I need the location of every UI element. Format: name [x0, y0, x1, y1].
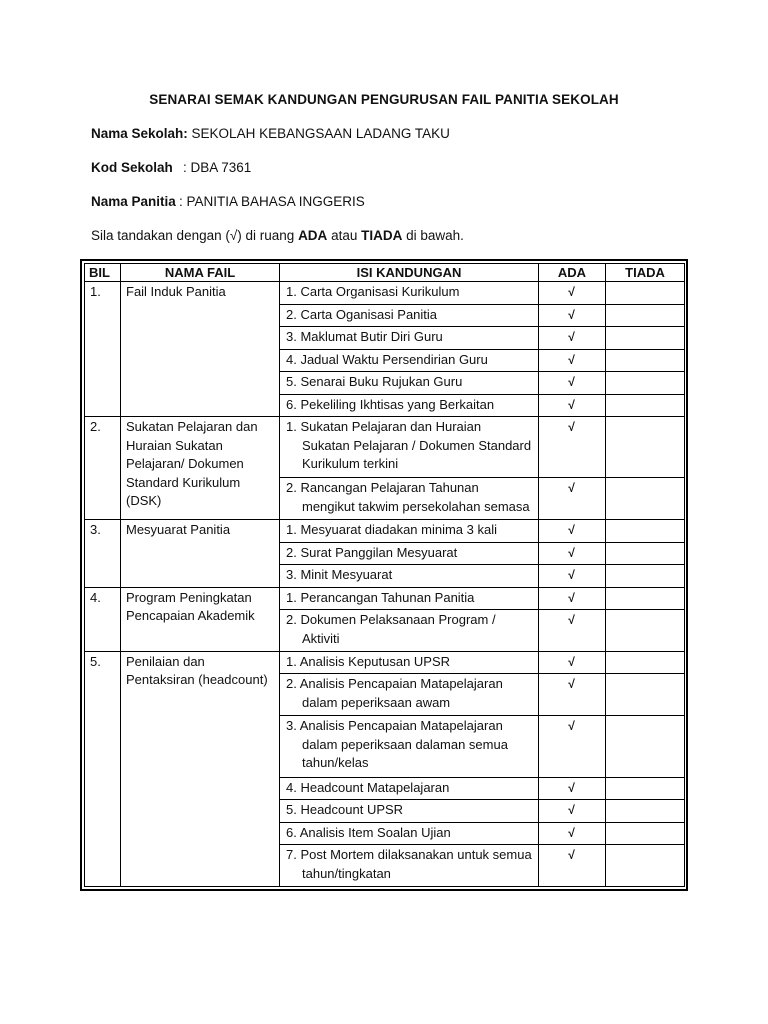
cell-nama-fail: Penilaian dan Pentaksiran (headcount) — [121, 651, 280, 886]
cell-ada: √ — [539, 327, 606, 350]
instruction-part2: atau — [327, 228, 362, 243]
cell-ada: √ — [539, 716, 606, 777]
cell-bil: 5. — [85, 651, 121, 886]
cell-isi-kandungan: 4. Headcount Matapelajaran — [280, 777, 539, 800]
cell-tiada — [606, 610, 685, 652]
cell-isi-kandungan: 1. Mesyuarat diadakan minima 3 kali — [280, 520, 539, 543]
cell-tiada — [606, 587, 685, 610]
cell-tiada — [606, 565, 685, 588]
cell-tiada — [606, 542, 685, 565]
cell-tiada — [606, 394, 685, 417]
cell-isi-kandungan: 3. Analisis Pencapaian Matapelajaran dalam peperiksaan dalaman semua tahun/kelas — [280, 716, 539, 777]
cell-ada: √ — [539, 651, 606, 674]
cell-ada: √ — [539, 845, 606, 887]
cell-bil: 2. — [85, 417, 121, 520]
cell-bil: 3. — [85, 520, 121, 588]
cell-isi-kandungan: 1. Sukatan Pelajaran dan Huraian Sukatan Pelajaran / Dokumen Standard Kurikulum terkini — [280, 417, 539, 478]
cell-ada: √ — [539, 394, 606, 417]
cell-nama-fail: Program Peningkatan Pencapaian Akademik — [121, 587, 280, 651]
cell-isi-kandungan: 3. Maklumat Butir Diri Guru — [280, 327, 539, 350]
school-code-field — [91, 160, 251, 175]
cell-ada: √ — [539, 565, 606, 588]
cell-ada: √ — [539, 800, 606, 823]
instruction-ada: ADA — [298, 228, 328, 243]
cell-tiada — [606, 417, 685, 478]
table-row — [85, 587, 685, 610]
panel-name-value: : PANITIA BAHASA INGGERIS — [179, 194, 365, 209]
cell-isi-kandungan: 1. Perancangan Tahunan Panitia — [280, 587, 539, 610]
cell-tiada — [606, 327, 685, 350]
cell-ada: √ — [539, 282, 606, 305]
cell-isi-kandungan: 6. Pekeliling Ikhtisas yang Berkaitan — [280, 394, 539, 417]
cell-ada: √ — [539, 674, 606, 716]
cell-ada: √ — [539, 478, 606, 520]
table-header-row — [85, 264, 685, 282]
cell-bil: 4. — [85, 587, 121, 651]
cell-ada: √ — [539, 304, 606, 327]
cell-isi-kandungan: 2. Rancangan Pelajaran Tahunan mengikut takwim persekolahan semasa — [280, 478, 539, 520]
school-code-value: : DBA 7361 — [183, 160, 252, 175]
cell-ada: √ — [539, 542, 606, 565]
instruction-part1: Sila tandakan dengan (√) di ruang — [91, 228, 299, 243]
cell-tiada — [606, 478, 685, 520]
table-row — [85, 282, 685, 305]
cell-isi-kandungan: 4. Jadual Waktu Persendirian Guru — [280, 349, 539, 372]
cell-tiada — [606, 800, 685, 823]
cell-nama-fail: Sukatan Pelajaran dan Huraian Sukatan Pelajaran/ Dokumen Standard Kurikulum (DSK) — [121, 417, 280, 520]
cell-isi-kandungan: 5. Senarai Buku Rujukan Guru — [280, 372, 539, 395]
cell-ada: √ — [539, 520, 606, 543]
cell-tiada — [606, 282, 685, 305]
cell-tiada — [606, 674, 685, 716]
cell-isi-kandungan: 1. Carta Organisasi Kurikulum — [280, 282, 539, 305]
cell-isi-kandungan: 3. Minit Mesyuarat — [280, 565, 539, 588]
cell-isi-kandungan: 2. Surat Panggilan Mesyuarat — [280, 542, 539, 565]
cell-isi-kandungan: 2. Carta Oganisasi Panitia — [280, 304, 539, 327]
cell-tiada — [606, 716, 685, 777]
cell-isi-kandungan: 5. Headcount UPSR — [280, 800, 539, 823]
cell-tiada — [606, 777, 685, 800]
cell-ada: √ — [539, 587, 606, 610]
cell-nama-fail: Fail Induk Panitia — [121, 282, 280, 417]
header-isi-kandungan: ISI KANDUNGAN — [280, 264, 539, 282]
header-tiada: TIADA — [606, 264, 685, 282]
cell-tiada — [606, 845, 685, 887]
cell-tiada — [606, 822, 685, 845]
cell-bil: 1. — [85, 282, 121, 417]
table-row — [85, 651, 685, 674]
cell-ada: √ — [539, 372, 606, 395]
cell-tiada — [606, 304, 685, 327]
page-title: SENARAI SEMAK KANDUNGAN PENGURUSAN FAIL PANITIA SEKOLAH — [149, 92, 619, 107]
header-ada: ADA — [539, 264, 606, 282]
cell-isi-kandungan: 2. Dokumen Pelaksanaan Program / Aktiviti — [280, 610, 539, 652]
cell-isi-kandungan: 1. Analisis Keputusan UPSR — [280, 651, 539, 674]
instruction-tiada: TIADA — [361, 228, 403, 243]
school-code-label: Kod Sekolah — [91, 160, 173, 175]
checklist-frame — [80, 259, 688, 891]
cell-isi-kandungan: 7. Post Mortem dilaksanakan untuk semua tahun/tingkatan — [280, 845, 539, 887]
panel-name-field — [91, 194, 365, 209]
cell-ada: √ — [539, 349, 606, 372]
cell-tiada — [606, 349, 685, 372]
cell-ada: √ — [539, 610, 606, 652]
checklist-table — [84, 263, 685, 887]
instruction-part3: di bawah. — [402, 228, 464, 243]
cell-ada: √ — [539, 777, 606, 800]
table-row — [85, 520, 685, 543]
cell-nama-fail: Mesyuarat Panitia — [121, 520, 280, 588]
cell-ada: √ — [539, 417, 606, 478]
table-row — [85, 417, 685, 478]
cell-isi-kandungan: 6. Analisis Item Soalan Ujian — [280, 822, 539, 845]
table-body — [85, 282, 685, 887]
header-nama-fail: NAMA FAIL — [121, 264, 280, 282]
panel-name-label: Nama Panitia — [91, 194, 176, 209]
school-name-value: SEKOLAH KEBANGSAAN LADANG TAKU — [187, 126, 450, 141]
cell-isi-kandungan: 2. Analisis Pencapaian Matapelajaran dalam peperiksaan awam — [280, 674, 539, 716]
cell-tiada — [606, 372, 685, 395]
cell-tiada — [606, 520, 685, 543]
cell-ada: √ — [539, 822, 606, 845]
school-name-label: Nama Sekolah: — [91, 126, 188, 141]
school-name-field — [91, 126, 450, 141]
instruction-text — [91, 228, 464, 243]
header-bil: BIL — [85, 264, 121, 282]
cell-tiada — [606, 651, 685, 674]
